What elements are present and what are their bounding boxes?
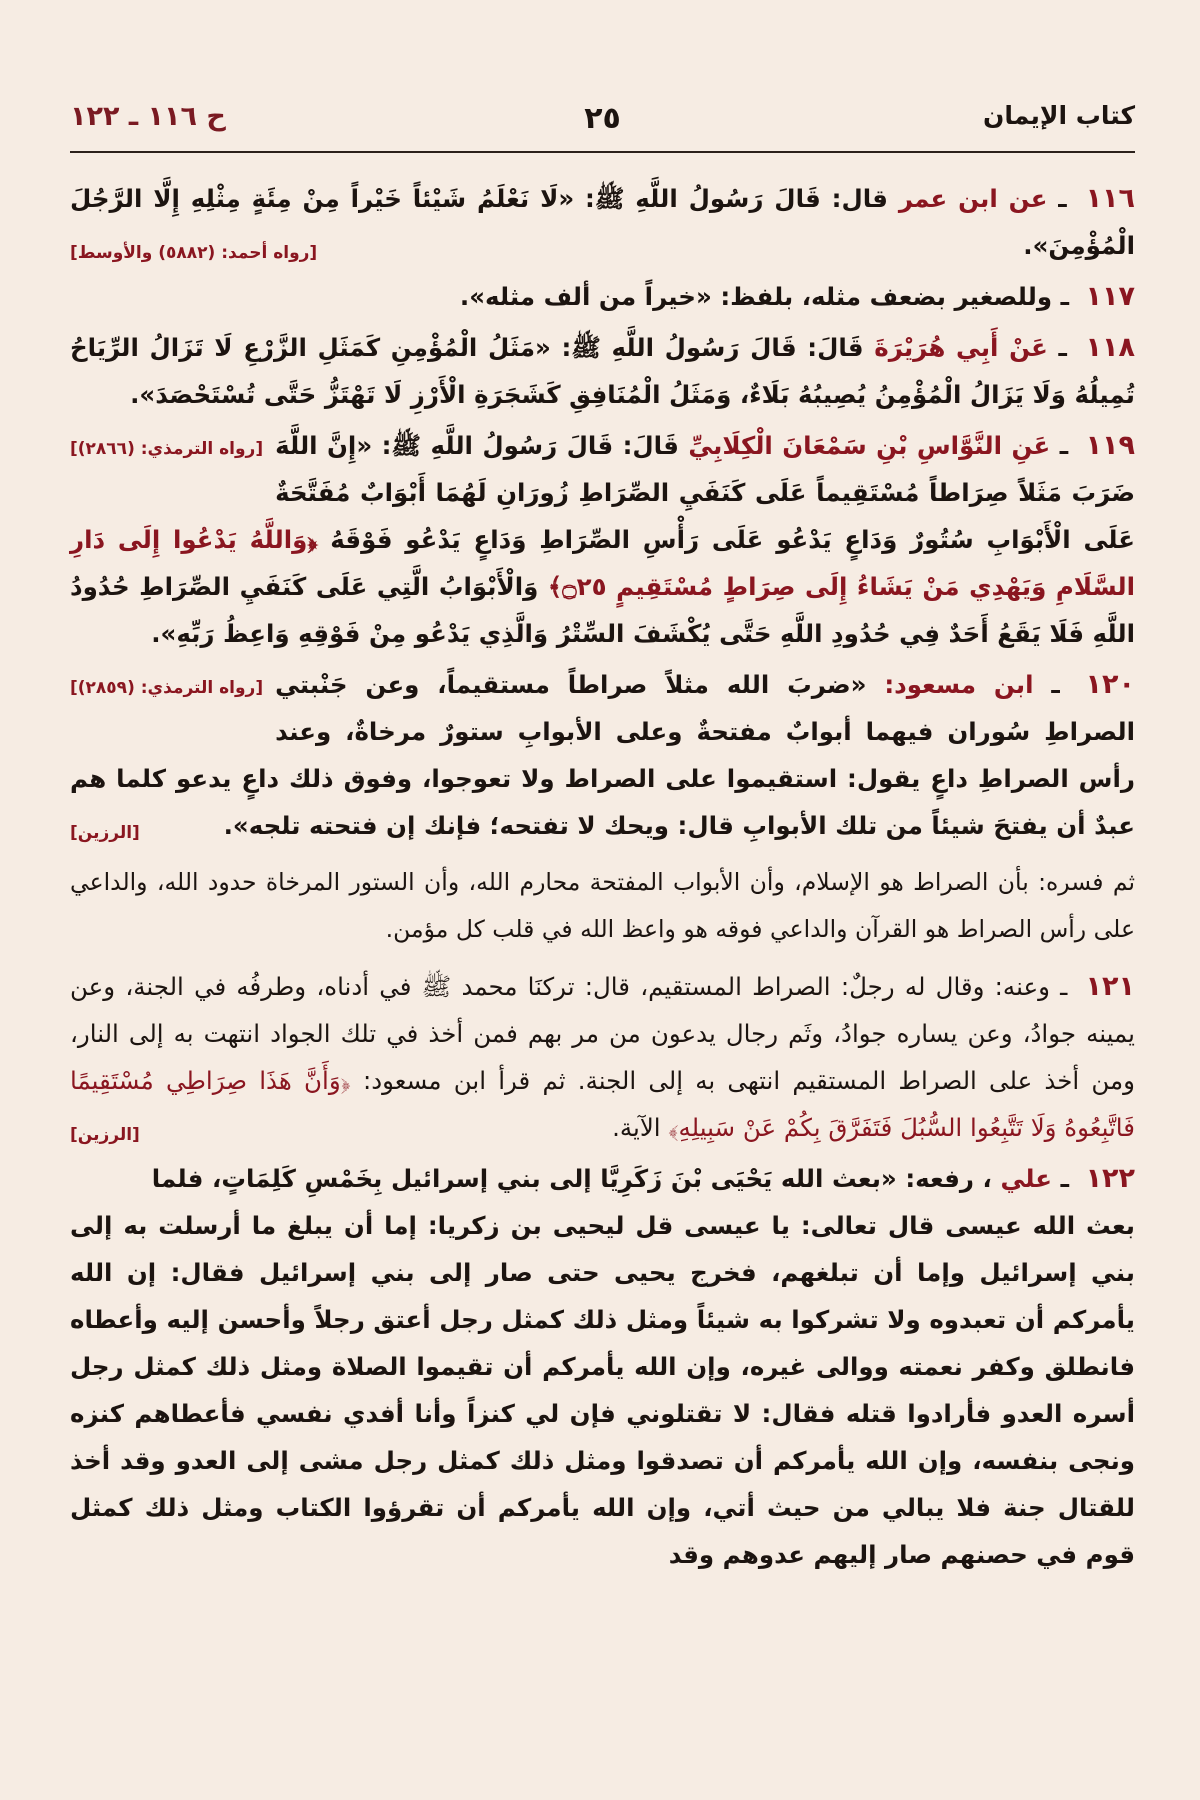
page-header: [70, 95, 1135, 153]
hadith-number: ١٢٠: [1085, 669, 1135, 700]
hadith-117: ١١٧ ـ وللصغير بضعف مثله، بلفظ: «خيراً من ألف مثله».: [459, 281, 1135, 312]
page: [70, 95, 1135, 1582]
hadith-text: قال: قَالَ رَسُولُ اللَّهِ ﷺ: «لَا نَعْلَمُ شَيْئاً خَيْراً مِنْ مِئَةٍ مِثْلِهِ إِلَّا الرَّجُلَ الْمُؤْمِنَ».: [70, 184, 1135, 260]
quran-verse: ﴿وَاللَّهُ يَدْعُوا إِلَى دَارِ السَّلَامِ وَيَهْدِي مَنْ يَشَاءُ إِلَى صِرَاطٍ مُسْتَقِيمٍ ۝٢٥﴾: [70, 525, 1135, 601]
hadith-narrator: عن ابن عمر: [898, 184, 1048, 213]
hadith-118: ١١٨ ـ عَنْ أَبِي هُرَيْرَةَ قَالَ: قَالَ رَسُولُ اللَّهِ ﷺ: «مَثَلُ الْمُؤْمِنِ كَمَثَلِ الزَّرْعِ لَا تَزَالُ الرِّيَاحُ تُمِيلُهُ وَلَا يَزَالُ الْمُؤْمِنُ يُصِيبُهُ بَلَاءٌ، وَمَثَلُ الْمُنَافِقِ كَشَجَرَةِ الْأَرْزِ لَا تَهْتَزُّ حَتَّى تُسْتَحْصَدَ». [رواه الترمذي: (٢٨٦٦)]: [70, 324, 1135, 418]
page-content: [70, 153, 1135, 1578]
hadith-122: ١٢٢ ـ علي ، رفعه: «بعث الله يَحْيَى بْنَ زَكَرِيَّا إلى بني إسرائيل بِخَمْسِ كَلِمَاتٍ، فلما بعث الله عيسى قال تعالى: يا عيسى قل ليحيى بن زكريا: إما أن يبلغ ما أرسلت به إلى بني إسرائيل وإما أن تبلغهم، فخرج يحيى حتى صار إلى بني إسرائيل فقال: إن الله يأمركم أن تعبدوه ولا تشركوا به شيئاً ومثل ذلك كمثل رجل أعتق رجلاً وأحسن إليه وأعطاه فانطلق وكفر نعمته ووالى غيره، وإن الله يأمركم أن تقيموا الصلاة ومثل ذلك كمثل رجل أسره العدو فأرادوا قتله فقال: لا تقتلوني فإن لي كنزاً وأنا أفدي نفسي فأعطاهم كنزه ونجى بنفسه، وإن الله يأمركم أن تصدقوا ومثل ذلك كمثل رجل مشى إلى العدو وقد أخذ للقتال جنة فلا يبالي من حيث أتي، وإن الله يأمركم أن تقرؤوا الكتاب ومثل ذلك كمثل قوم في حصنهم صار إليهم عدوهم وقد: [70, 1163, 1136, 1569]
hadith-text: ، رفعه: «بعث الله يَحْيَى بْنَ زَكَرِيَّا إلى بني إسرائيل بِخَمْسِ كَلِمَاتٍ، فلما بعث الله عيسى قال تعالى: يا عيسى قل ليحيى بن زكريا: إما أن يبلغ ما أرسلت به إلى بني إسرائيل وإما أن تبلغهم، فخرج يحيى حتى صار إلى بني إسرائيل فقال: إن الله يأمركم أن تعبدوه ولا تشركوا به شيئاً ومثل ذلك كمثل رجل أعتق رجلاً وأحسن إليه وأعطاه فانطلق وكفر نعمته ووالى غيره، وإن الله يأمركم أن تقيموا الصلاة ومثل ذلك كمثل رجل أسره العدو فأرادوا قتله فقال: لا تقتلوني فإن لي كنزاً وأنا أفدي نفسي فأعطاهم كنزه ونجى بنفسه، وإن الله يأمركم أن تصدقوا ومثل ذلك كمثل رجل مشى إلى العدو وقد أخذ للقتال جنة فلا يبالي من حيث أتي، وإن الله يأمركم أن تقرؤوا الكتاب ومثل ذلك كمثل قوم في حصنهم صار إليهم عدوهم وقد: [70, 1164, 1135, 1569]
hadith-narrator: عَنِ النَّوَّاسِ بْنِ سَمْعَانَ الْكِلَابِيِّ: [688, 431, 1051, 460]
hadith-reference: [الرزين]: [70, 823, 140, 843]
hadith-116: ١١٦ ـ عن ابن عمر قال: قَالَ رَسُولُ اللَّهِ ﷺ: «لَا نَعْلَمُ شَيْئاً خَيْراً مِنْ مِئَةٍ مِثْلِهِ إِلَّا الرَّجُلَ الْمُؤْمِنَ». [رواه أحمد: (٥٨٨٢) والأوسط]: [70, 175, 1135, 269]
hadith-number: ١١٨: [1085, 332, 1135, 363]
hadith-119: ١١٩ ـ عَنِ النَّوَّاسِ بْنِ سَمْعَانَ الْكِلَابِيِّ قَالَ: قَالَ رَسُولُ اللَّهِ ﷺ: «إِنَّ اللَّهَ ضَرَبَ مَثَلاً صِرَاطاً مُسْتَقِيماً عَلَى كَنَفَيِ الصِّرَاطِ زُورَانِ لَهُمَا أَبْوَابٌ مُفَتَّحَةٌ عَلَى الْأَبْوَابِ سُتُورٌ وَدَاعٍ يَدْعُو عَلَى رَأْسِ الصِّرَاطِ وَدَاعٍ يَدْعُو فَوْقَهُ ﴿وَاللَّهُ يَدْعُوا إِلَى دَارِ السَّلَامِ وَيَهْدِي مَنْ يَشَاءُ إِلَى صِرَاطٍ مُسْتَقِيمٍ ۝٢٥﴾ وَالْأَبْوَابُ الَّتِي عَلَى كَنَفَيِ الصِّرَاطِ حُدُودُ اللَّهِ فَلَا يَقَعُ أَحَدٌ فِي حُدُودِ اللَّهِ حَتَّى يُكْشَفَ السِّتْرُ وَالَّذِي يَدْعُو مِنْ فَوْقِهِ وَاعِظُ رَبِّهِ». [رواه الترمذي: (٢٨٥٩)]: [70, 422, 1135, 657]
hadith-reference: [رواه أحمد: (٥٨٨٢) والأوسط]: [70, 243, 318, 263]
hadith-text: «ضربَ الله مثلاً صراطاً مستقيماً، وعن جَنْبتي الصراطِ سُوران فيهما أبوابٌ مفتحةٌ وعلى الأبوابِ ستورٌ مرخاةٌ، وعند رأس الصراطِ داعٍ يقول: استقيموا على الصراط ولا تعوجوا، وفوق ذلك داعٍ يدعو كلما هم عبدٌ أن يفتحَ شيئاً من تلك الأبوابِ قال: ويحك لا تفتحه؛ فإنك إن فتحته تلجه».: [70, 670, 1135, 840]
hadith-narrator: ابن مسعود:: [884, 670, 1034, 699]
hadith-reference: [رواه الترمذي: (٢٨٦٦)]: [70, 439, 264, 459]
hadith-number: ١١٩: [1085, 430, 1136, 461]
page-number: ٢٥: [584, 101, 621, 136]
hadith-reference: [رواه الترمذي: (٢٨٥٩)]: [70, 678, 264, 698]
hadith-text: قَالَ: قَالَ رَسُولُ اللَّهِ ﷺ: «إِنَّ اللَّهَ ضَرَبَ مَثَلاً صِرَاطاً مُسْتَقِيماً عَلَى كَنَفَيِ الصِّرَاطِ زُورَانِ لَهُمَا أَبْوَابٌ مُفَتَّحَةٌ عَلَى الْأَبْوَابِ سُتُورٌ وَدَاعٍ يَدْعُو عَلَى رَأْسِ الصِّرَاطِ وَدَاعٍ يَدْعُو فَوْقَهُ: [275, 431, 1135, 554]
hadith-121: [70, 963, 1135, 1151]
hadith-number: ١٢١: [1085, 971, 1135, 1002]
hadith-number: ١٢٢: [1085, 1163, 1136, 1194]
hadith-text-continued: الآية.: [612, 1113, 661, 1142]
hadith-narrator: عَنْ أَبِي هُرَيْرَةَ: [874, 333, 1048, 362]
hadith-reference: [الرزين]: [70, 1125, 140, 1145]
hadith-text: قَالَ: قَالَ رَسُولُ اللَّهِ ﷺ: «مَثَلُ الْمُؤْمِنِ كَمَثَلِ الزَّرْعِ لَا تَزَالُ الرِّيَاحُ تُمِيلُهُ وَلَا يَزَالُ الْمُؤْمِنُ يُصِيبُهُ بَلَاءٌ، وَمَثَلُ الْمُنَافِقِ كَشَجَرَةِ الْأَرْزِ لَا تَهْتَزُّ حَتَّى تُسْتَحْصَدَ».: [70, 333, 1135, 409]
hadith-text-continued: وَالْأَبْوَابُ الَّتِي عَلَى كَنَفَيِ الصِّرَاطِ حُدُودُ اللَّهِ فَلَا يَقَعُ أَحَدٌ فِي حُدُودِ اللَّهِ حَتَّى يُكْشَفَ السِّتْرُ وَالَّذِي يَدْعُو مِنْ فَوْقِهِ وَاعِظُ رَبِّهِ».: [70, 572, 1135, 648]
book-title: كتاب الإيمان: [982, 101, 1135, 130]
hadith-number: ١١٦: [1085, 183, 1136, 214]
quran-verse: ﴿وَأَنَّ هَذَا صِرَاطِي مُسْتَقِيمًا فَاتَّبِعُوهُ وَلَا تَتَّبِعُوا السُّبُلَ فَتَفَرَّقَ بِكُمْ عَنْ سَبِيلِهِ﴾: [70, 1066, 1135, 1142]
hadith-text: ـ وعنه: وقال له رجلٌ: الصراط المستقيم، قال: تركنَا محمد ﷺ في أدناه، وطرفُه في الجنة، وعن يمينه جوادُ، وعن يساره جوادُ، وثَم رجال يدعون من مر بهم فمن أخذ في تلك الجواد انتهت به إلى النار، ومن أخذ على الصراط المستقيم انتهى به إلى الجنة. ثم قرأ ابن مسعود:: [70, 972, 1135, 1095]
hadith-number: ١١٧: [1085, 281, 1135, 312]
hadith-120: ١٢٠ ـ ابن مسعود: «ضربَ الله مثلاً صراطاً مستقيماً، وعن جَنْبتي الصراطِ سُوران فيهما أبوابٌ مفتحةٌ وعلى الأبوابِ ستورٌ مرخاةٌ، وعند رأس الصراطِ داعٍ يقول: استقيموا على الصراط ولا تعوجوا، وفوق ذلك داعٍ يدعو كلما هم عبدٌ أن يفتحَ شيئاً من تلك الأبوابِ قال: ويحك لا تفتحه؛ فإنك إن فتحته تلجه». [الرزين]: [70, 661, 1135, 849]
hadith-text: وللصغير بضعف مثله، بلفظ: «خيراً من ألف مثله».: [459, 282, 1053, 311]
commentary: ثم فسره: بأن الصراط هو الإسلام، وأن الأبواب المفتحة محارم الله، وأن الستور المرخاة حدود الله، والداعي على رأس الصراط هو القرآن والداعي فوقه هو واعظ الله في قلب كل مؤمن.: [70, 868, 1135, 943]
hadith-range: ح ١١٦ ـ ١٢٢: [70, 101, 226, 132]
hadith-narrator: علي: [1000, 1164, 1052, 1193]
